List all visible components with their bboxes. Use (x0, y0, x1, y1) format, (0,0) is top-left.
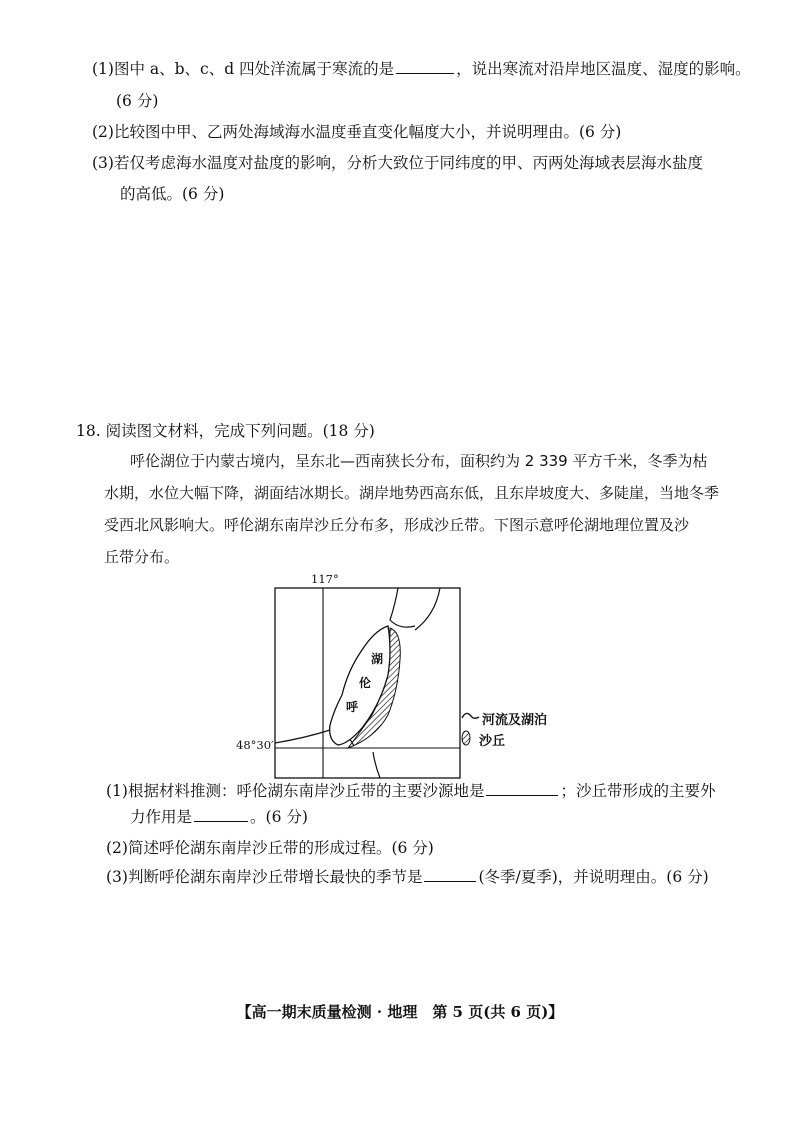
q18-material-line3: 受西北风影响大。呼伦湖东南岸沙丘分布多，形成沙丘带。下图示意呼伦湖地理位置及沙 (104, 516, 690, 534)
q17-part1-score: (6 分) (116, 92, 159, 110)
q18-material-line1: 呼伦湖位于内蒙古境内，呈东北—西南狭长分布，面积约为 2 339 平方千米，冬季为枯 (130, 452, 708, 470)
q17-part1: (1)图中 a、b、c、d 四处洋流属于寒流的是 ，说出寒流对沿岸地区温度、湿度的影响。 (92, 60, 751, 78)
hulun-lake-map (230, 570, 570, 790)
q18-sub1-line2: 力作用是 。(6 分) (130, 808, 308, 826)
lake-char-hu: 呼 (346, 700, 359, 714)
answer-blank[interactable] (396, 59, 454, 74)
q18-material-line4: 丘带分布。 (104, 548, 180, 566)
q18-header: 18. 阅读图文材料，完成下列问题。(18 分) (76, 422, 375, 440)
answer-blank-season[interactable] (424, 867, 476, 882)
legend-river-label: 河流及湖泊 (482, 713, 548, 728)
q17-part3-line2: 的高低。(6 分) (120, 185, 225, 203)
q18-sub3: (3)判断呼伦湖东南岸沙丘带增长最快的季节是 (冬季/夏季)，并说明理由。(6 分) (106, 868, 709, 886)
answer-blank-sand-source[interactable] (486, 781, 558, 796)
river-northeast-1 (390, 588, 415, 627)
q18-material-line2: 水期，水位大幅下降，湖面结冰期长。湖岸地势西高东低，且东岸坡度大、多陡崖，当地冬季 (104, 484, 720, 502)
longitude-label: 117° (311, 572, 339, 586)
river-south (373, 752, 380, 778)
legend-river-symbol (462, 713, 479, 718)
legend-dune-symbol (462, 731, 470, 745)
answer-blank-external-force[interactable] (194, 807, 248, 822)
page-footer: 【高一期末质量检测 · 地理 第 5 页(共 6 页)】 (236, 1003, 564, 1021)
legend-dune-label: 沙丘 (479, 734, 506, 749)
river-northeast-2 (415, 588, 440, 630)
latitude-label: 48°30′ (236, 738, 274, 752)
lake-char-lun: 伦 (359, 676, 372, 690)
q18-sub2: (2)简述呼伦湖东南岸沙丘带的形成过程。(6 分) (106, 839, 434, 857)
q17-part3-line1: (3)若仅考虑海水温度对盐度的影响，分析大致位于同纬度的甲、丙两处海域表层海水盐度 (92, 154, 703, 172)
map-svg (230, 570, 570, 790)
lake-char-hu2: 湖 (371, 652, 384, 666)
q17-part2: (2)比较图中甲、乙两处海域海水温度垂直变化幅度大小，并说明理由。(6 分) (92, 123, 622, 141)
q18-sub1-line1: (1)根据材料推测：呼伦湖东南岸沙丘带的主要沙源地是 ；沙丘带形成的主要外 (106, 782, 716, 800)
